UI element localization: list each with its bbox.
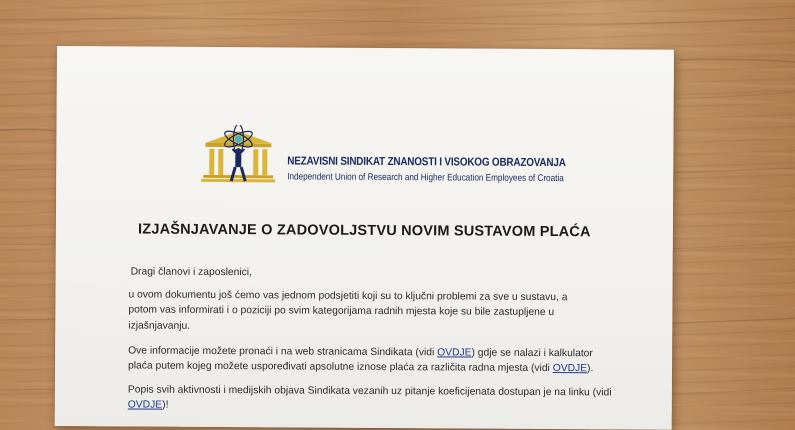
- activities-text-2: )!: [162, 399, 169, 411]
- website-link[interactable]: OVDJE: [437, 347, 472, 359]
- intro-paragraph: u ovom dokumentu još ćemo vas jednom podsjetiti koji su to ključni problemi za sve u sustavu, a potom vas informirati i o poziciji po svim kategorijama radnih mjesta koje su bile zastupljene u izjašnjavanju.: [128, 289, 568, 332]
- organization-name: NEZAVISNI SINDIKAT ZNANOSTI I VISOKOG OBRAZOVANJA: [287, 155, 566, 170]
- activities-text-1: Popis svih aktivnosti i medijskih objava Sindikata vezanih uz pitanje koeficijenata dostupan je na linku (vidi: [127, 384, 612, 399]
- activities-link[interactable]: OVDJE: [127, 399, 163, 411]
- info-paragraph: [128, 343, 608, 377]
- organization-name-english: Independent Union of Research and Higher Education Employees of Croatia: [287, 171, 564, 185]
- document-sheet: [55, 46, 674, 430]
- greeting: Dragi članovi i zaposlenici,: [130, 266, 252, 279]
- activities-paragraph: [128, 382, 613, 416]
- union-logo-icon: [199, 125, 277, 187]
- info-text-2: ) gdje se nalazi i kalkulator plaća putem kojeg možete uspoređivati apsolutne iznose plaća za različita radna mjesta (vidi: [128, 347, 593, 375]
- info-text-3: ).: [587, 363, 594, 375]
- document-title: IZJAŠNJAVANJE O ZADOVOLJSTVU NOVIM SUSTAVOM PLAĆA: [138, 221, 591, 241]
- calculator-link[interactable]: OVDJE: [552, 363, 588, 375]
- info-text-1: Ove informacije možete pronaći i na web stranicama Sindikata (vidi: [128, 345, 438, 359]
